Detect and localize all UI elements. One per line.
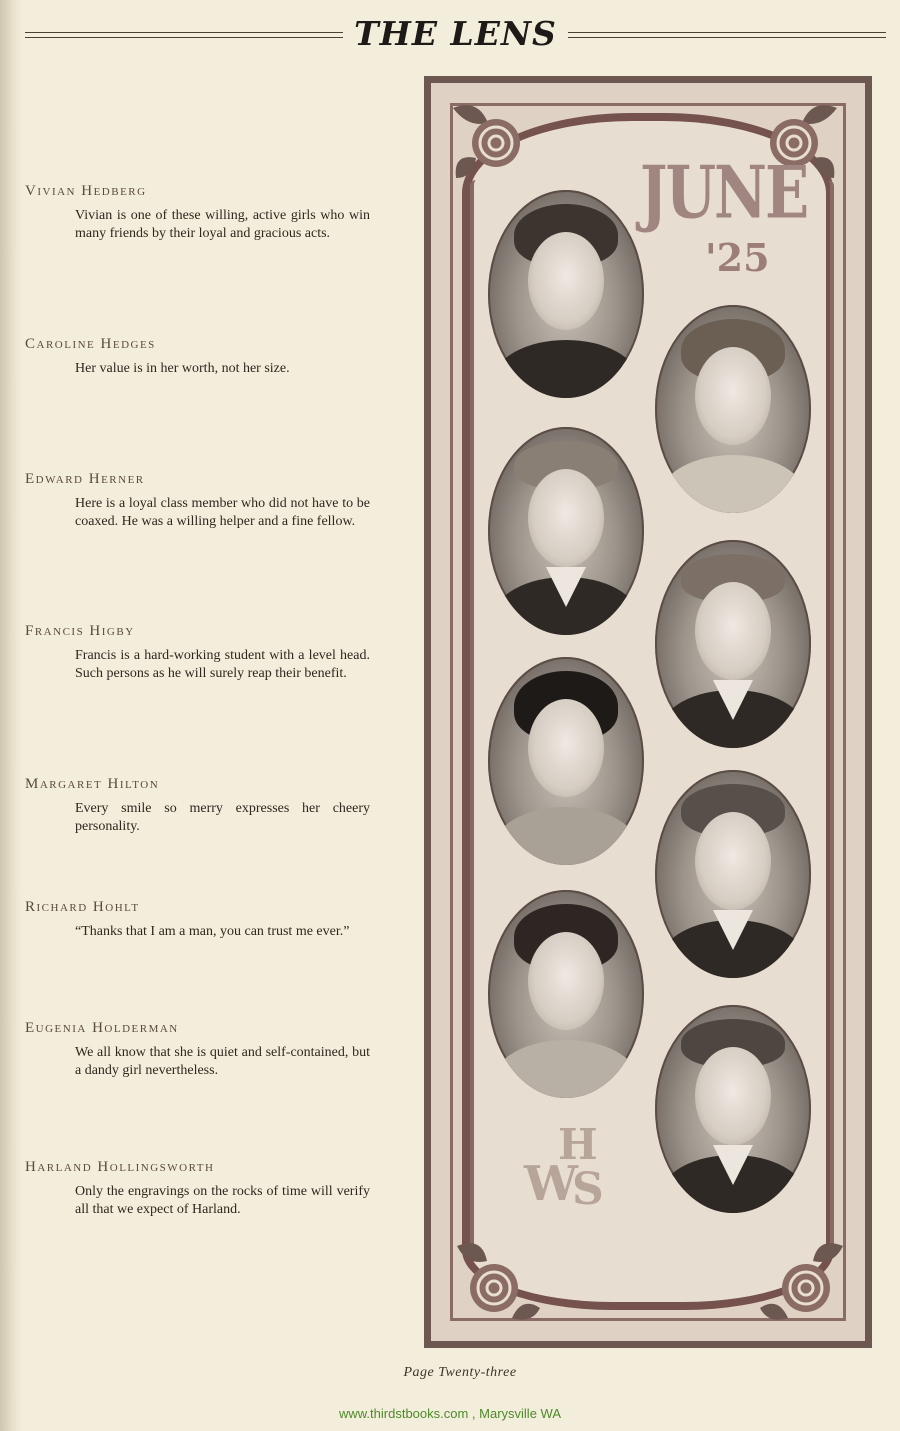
senior-entry xyxy=(25,336,375,378)
june-lettering: JUNE xyxy=(640,150,808,235)
page-header-title: THE LENS xyxy=(354,14,557,53)
page-gutter-shadow xyxy=(0,0,22,1431)
senior-portrait xyxy=(655,770,811,978)
senior-description: We all know that she is quiet and self-contained, but a dandy girl nevertheless. xyxy=(75,1045,370,1078)
senior-entry xyxy=(25,1159,375,1219)
senior-portrait xyxy=(655,540,811,748)
senior-entry xyxy=(25,623,375,683)
source-website-link[interactable]: www.thirdstbooks.com , Marysville WA xyxy=(338,1406,561,1421)
senior-name: Vivian Hedberg xyxy=(25,183,147,199)
header-rule-left xyxy=(25,32,343,39)
monogram-letter: W xyxy=(524,1156,578,1212)
rose-ornament-icon xyxy=(758,1236,848,1326)
monogram-letter: H xyxy=(558,1120,598,1169)
senior-entry xyxy=(25,471,375,531)
senior-entry xyxy=(25,899,375,941)
senior-name: Caroline Hedges xyxy=(25,336,156,352)
senior-description: Here is a loyal class member who did not have to be coaxed. He was a willing helper and a fine fellow. xyxy=(75,496,370,529)
vine-ornament-left xyxy=(470,180,486,1250)
header-rule-right xyxy=(568,32,886,39)
monogram-letter: S xyxy=(572,1164,604,1215)
senior-portrait xyxy=(655,1005,811,1213)
senior-description: “Thanks that I am a man, you can trust me ever.” xyxy=(75,924,350,939)
senior-description: Every smile so merry expresses her cheery personality. xyxy=(75,801,370,834)
senior-name: Margaret Hilton xyxy=(25,776,160,792)
senior-name: Eugenia Holderman xyxy=(25,1020,179,1036)
class-year: '25 xyxy=(705,235,770,280)
senior-description: Francis is a hard-working student with a level head. Such persons as he will surely reap their benefit. xyxy=(75,648,370,681)
rose-ornament-icon xyxy=(448,98,538,188)
school-monogram xyxy=(520,1120,612,1215)
senior-portrait xyxy=(488,427,644,635)
senior-entry xyxy=(25,183,375,243)
senior-portrait xyxy=(488,657,644,865)
senior-description: Vivian is one of these willing, active girls who win many friends by their loyal and gracious acts. xyxy=(75,208,370,241)
senior-portrait xyxy=(488,190,644,398)
vine-ornament-right xyxy=(818,180,834,1250)
senior-name: Richard Hohlt xyxy=(25,899,140,915)
page-number: Page Twenty-three xyxy=(403,1365,517,1380)
senior-portrait xyxy=(655,305,811,513)
senior-entry xyxy=(25,1020,375,1080)
senior-portrait xyxy=(488,890,644,1098)
senior-name: Francis Higby xyxy=(25,623,135,639)
senior-entry xyxy=(25,776,375,836)
rose-ornament-icon xyxy=(452,1236,542,1326)
senior-description: Only the engravings on the rocks of time will verify all that we expect of Harland. xyxy=(75,1184,370,1217)
senior-name: Harland Hollingsworth xyxy=(25,1159,215,1175)
senior-description: Her value is in her worth, not her size. xyxy=(75,361,290,376)
senior-name: Edward Herner xyxy=(25,471,145,487)
